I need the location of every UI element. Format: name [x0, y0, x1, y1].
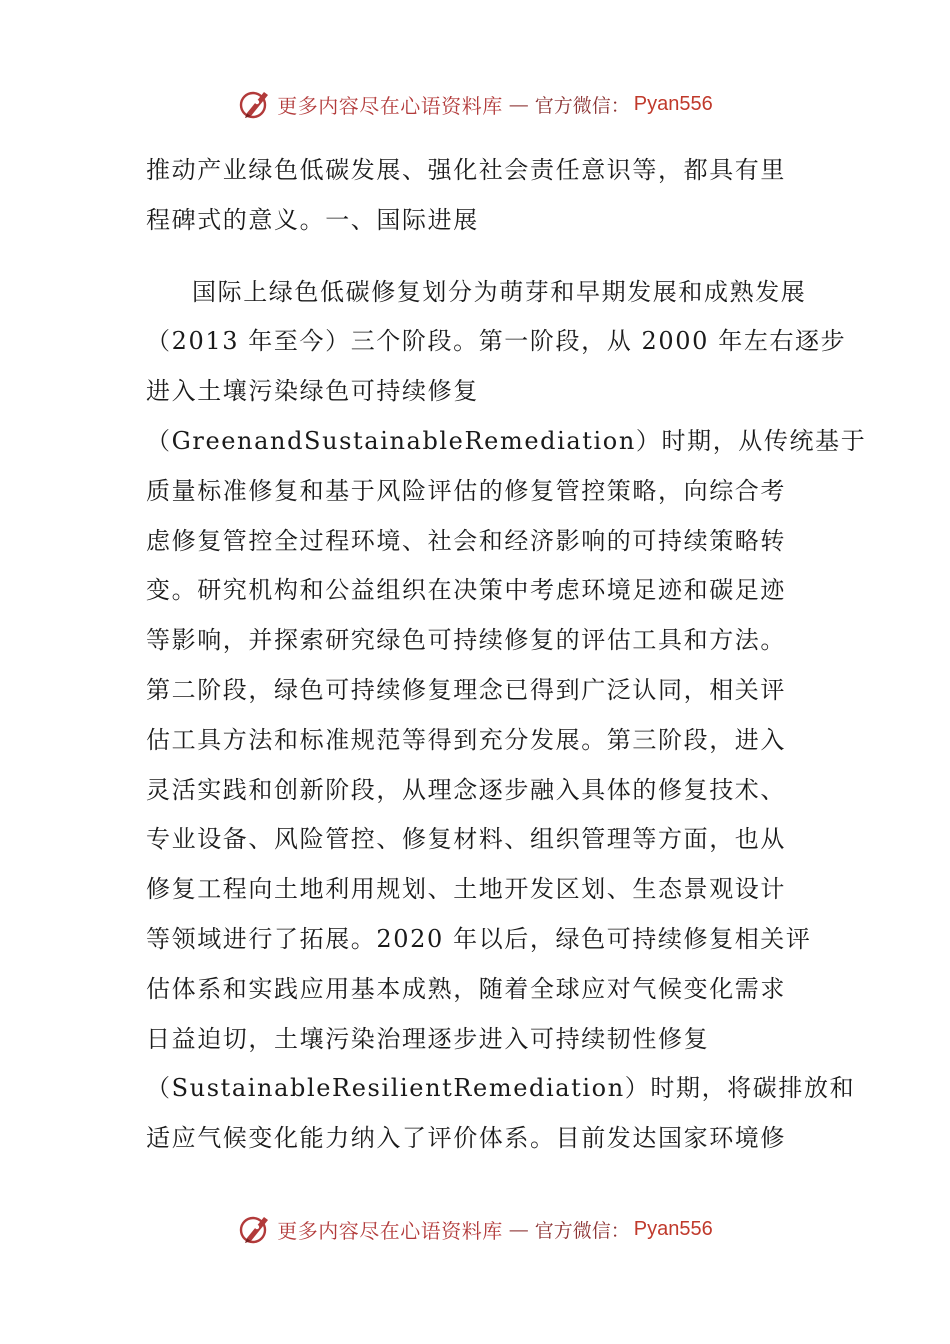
text-line: 适应气候变化能力纳入了评价体系。目前发达国家环境修 [146, 1124, 786, 1153]
header-banner-content [237, 86, 712, 122]
text-line: 估体系和实践应用基本成熟，随着全球应对气候变化需求 [146, 974, 786, 1003]
text-line: 质量标准修复和基于风险评估的修复管控策略，向综合考 [146, 476, 786, 505]
header-banner-text: 更多内容尽在心语资料库 [277, 93, 503, 118]
text-line: 修复工程向土地利用规划、土地开发区划、生态景观设计 [146, 875, 786, 904]
text-line: 日益迫切，土壤污染治理逐步进入可持续韧性修复 [146, 1024, 710, 1053]
text-line: 国际上绿色低碳修复划分为萌芽和早期发展和成熟发展 [192, 277, 807, 306]
text-line: 专业设备、风险管控、修复材料、组织管理等方面，也从 [146, 825, 786, 854]
paragraph-1 [146, 146, 806, 246]
footer-banner-text: 更多内容尽在心语资料库 [277, 1218, 503, 1243]
text-line: 估工具方法和标准规范等得到充分发展。第三阶段，进入 [146, 725, 786, 754]
text-line: （SustainableResilientRemediation）时期，将碳排放和 [146, 1074, 856, 1103]
text-line: 等影响，并探索研究绿色可持续修复的评估工具和方法。 [146, 626, 786, 655]
pen-logo-icon [237, 86, 273, 122]
header-wechat-id: Pyan556 [633, 92, 713, 115]
text-line: 程碑式的意义。一、国际进展 [146, 205, 479, 234]
text-line: （2013 年至今）三个阶段。第一阶段，从 2000 年左右逐步 [146, 327, 847, 356]
text-line: （GreenandSustainableRemediation）时期，从传统基于 [146, 426, 867, 455]
pen-logo-icon [237, 1211, 273, 1247]
text-line: 推动产业绿色低碳发展、强化社会责任意识等，都具有里 [146, 156, 786, 184]
text-line: 变。研究机构和公益组织在决策中考虑环境足迹和碳足迹 [146, 576, 786, 605]
footer-banner-content [237, 1211, 712, 1247]
text-line: 等领域进行了拓展。2020 年以后，绿色可持续修复相关评 [146, 924, 812, 953]
text-line: 进入土壤污染绿色可持续修复 [146, 377, 479, 406]
text-line: 虑修复管控全过程环境、社会和经济影响的可持续策略转 [146, 526, 786, 555]
footer-wechat-label: 官方微信： [534, 1219, 630, 1242]
document-body [146, 146, 867, 1164]
footer-banner [0, 1209, 950, 1249]
footer-wechat-id: Pyan556 [633, 1217, 713, 1240]
text-line: 灵活实践和创新阶段，从理念逐步融入具体的修复技术、 [146, 775, 786, 804]
paragraph-spacer [146, 246, 806, 268]
header-banner-separator: — [508, 92, 529, 116]
footer-banner-separator: — [508, 1217, 529, 1241]
paragraph-2 [146, 268, 867, 1164]
header-banner [0, 84, 950, 124]
header-wechat-label: 官方微信： [534, 94, 630, 117]
text-line: 第二阶段，绿色可持续修复理念已得到广泛认同，相关评 [146, 675, 786, 704]
